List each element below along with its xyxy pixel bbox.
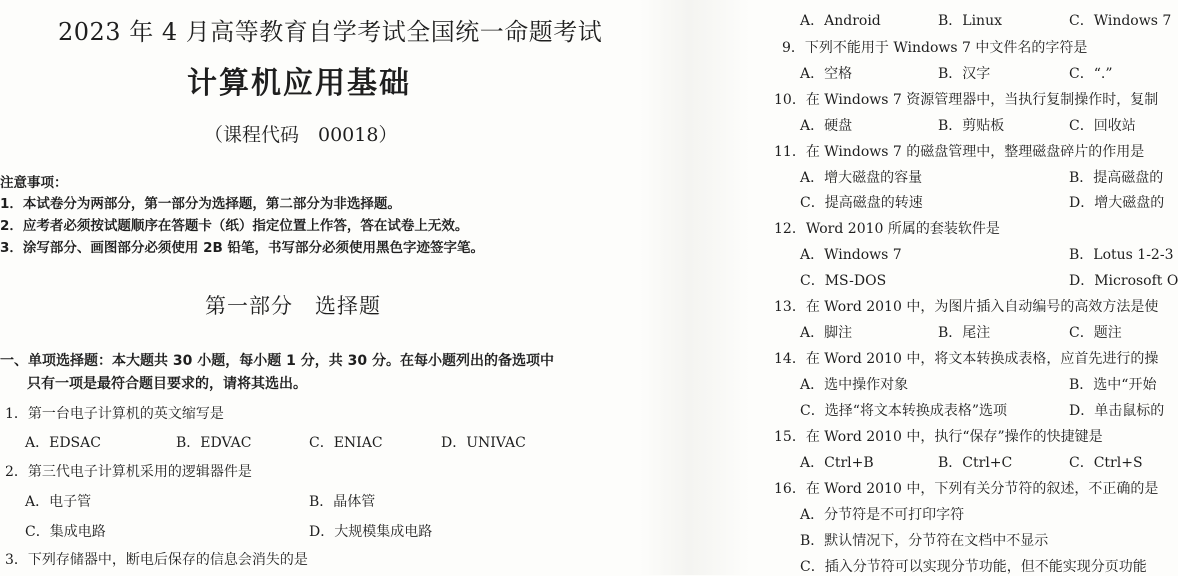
option-a: A．EDSAC: [25, 435, 101, 451]
option-c: C．Windows 7: [1069, 13, 1172, 29]
option-c: C．“.”: [1069, 66, 1113, 82]
course-code: （课程代码 00018）: [204, 124, 398, 146]
option-a: A．分节符是不可打印字符: [800, 507, 965, 523]
page-fold-shadow: [640, 0, 750, 575]
option-b: B．尾注: [938, 325, 991, 341]
question-stem: 12．Word 2010 所属的套装软件是: [774, 221, 1000, 237]
part-one-title: 第一部分 选择题: [205, 294, 381, 318]
option-b: B．选中“开始: [1069, 377, 1157, 393]
exam-title: 2023 年 4 月高等教育自学考试全国统一命题考试: [58, 18, 603, 46]
subject-title: 计算机应用基础: [187, 66, 411, 101]
question-stem: 1．第一台电子计算机的英文缩写是: [5, 406, 224, 422]
option-d: D．单击鼠标的: [1069, 403, 1165, 419]
option-d: D．Microsoft O: [1069, 273, 1178, 289]
question-stem: 10．在 Windows 7 资源管理器中，当执行复制操作时，复制: [774, 92, 1159, 108]
option-c: C．插入分节符可以实现分节功能，但不能实现分页功能: [800, 559, 1147, 575]
question-stem: 16．在 Word 2010 中，下列有关分节符的叙述，不正确的是: [774, 481, 1159, 497]
option-d: D．UNIVAC: [441, 435, 526, 451]
question-stem: 14．在 Word 2010 中，将文本转换成表格，应首先进行的操: [774, 351, 1159, 367]
section-instruction: 只有一项是最符合题目要求的，请将其选出。: [27, 376, 307, 392]
option-a: A．Windows 7: [800, 247, 902, 263]
option-c: C．MS-DOS: [800, 273, 887, 289]
option-a: A．脚注: [800, 325, 853, 341]
option-b: B．EDVAC: [176, 435, 252, 451]
question-stem: 3．下列存储器中，断电后保存的信息会消失的是: [5, 552, 308, 568]
option-a: A．增大磁盘的容量: [800, 170, 923, 186]
option-c: C．集成电路: [25, 524, 106, 540]
option-b: B．Lotus 1-2-3: [1069, 247, 1174, 263]
note-item: 2．应考者必须按试题顺序在答题卡（纸）指定位置上作答，答在试卷上无效。: [0, 218, 469, 234]
option-b: B．Linux: [938, 13, 1002, 29]
option-a: A．电子管: [25, 494, 92, 510]
option-a: A．硬盘: [800, 118, 853, 134]
section-instruction: 一、单项选择题：本大题共 30 小题，每小题 1 分，共 30 分。在每小题列出的备选项中: [0, 353, 554, 369]
option-c: C．Ctrl+S: [1069, 455, 1143, 471]
note-item: 1．本试卷分为两部分，第一部分为选择题，第二部分为非选择题。: [0, 196, 401, 212]
option-b: B．剪贴板: [938, 118, 1005, 134]
option-a: A．Android: [800, 13, 881, 29]
note-item: 3．涂写部分、画图部分必须使用 2B 铅笔，书写部分必须使用黑色字迹签字笔。: [0, 240, 484, 256]
option-c: C．题注: [1069, 325, 1122, 341]
option-c: C．提高磁盘的转速: [800, 195, 923, 211]
question-stem: 9．下列不能用于 Windows 7 中文件名的字符是: [782, 40, 1088, 56]
notes-heading: 注意事项：: [0, 175, 68, 191]
question-stem: 13．在 Word 2010 中，为图片插入自动编号的高效方法是使: [774, 299, 1159, 315]
option-c: C．ENIAC: [309, 435, 383, 451]
option-b: B．提高磁盘的: [1069, 170, 1164, 186]
option-b: B．Ctrl+C: [938, 455, 1013, 471]
option-d: D．增大磁盘的: [1069, 195, 1165, 211]
question-stem: 15．在 Word 2010 中，执行“保存”操作的快捷键是: [774, 429, 1103, 445]
right-page: [760, 0, 1178, 575]
option-b: B．默认情况下，分节符在文档中不显示: [800, 533, 1049, 549]
option-a: A．选中操作对象: [800, 377, 909, 393]
option-a: A．Ctrl+B: [800, 455, 874, 471]
question-stem: 11．在 Windows 7 的磁盘管理中，整理磁盘碎片的作用是: [774, 144, 1145, 160]
option-c: C．选择“将文本转换成表格”选项: [800, 403, 1008, 419]
option-d: D．大规模集成电路: [309, 524, 433, 540]
option-c: C．回收站: [1069, 118, 1136, 134]
option-b: B．晶体管: [309, 494, 376, 510]
option-a: A．空格: [800, 66, 853, 82]
question-stem: 2．第三代电子计算机采用的逻辑器件是: [5, 464, 252, 480]
option-b: B．汉字: [938, 66, 991, 82]
